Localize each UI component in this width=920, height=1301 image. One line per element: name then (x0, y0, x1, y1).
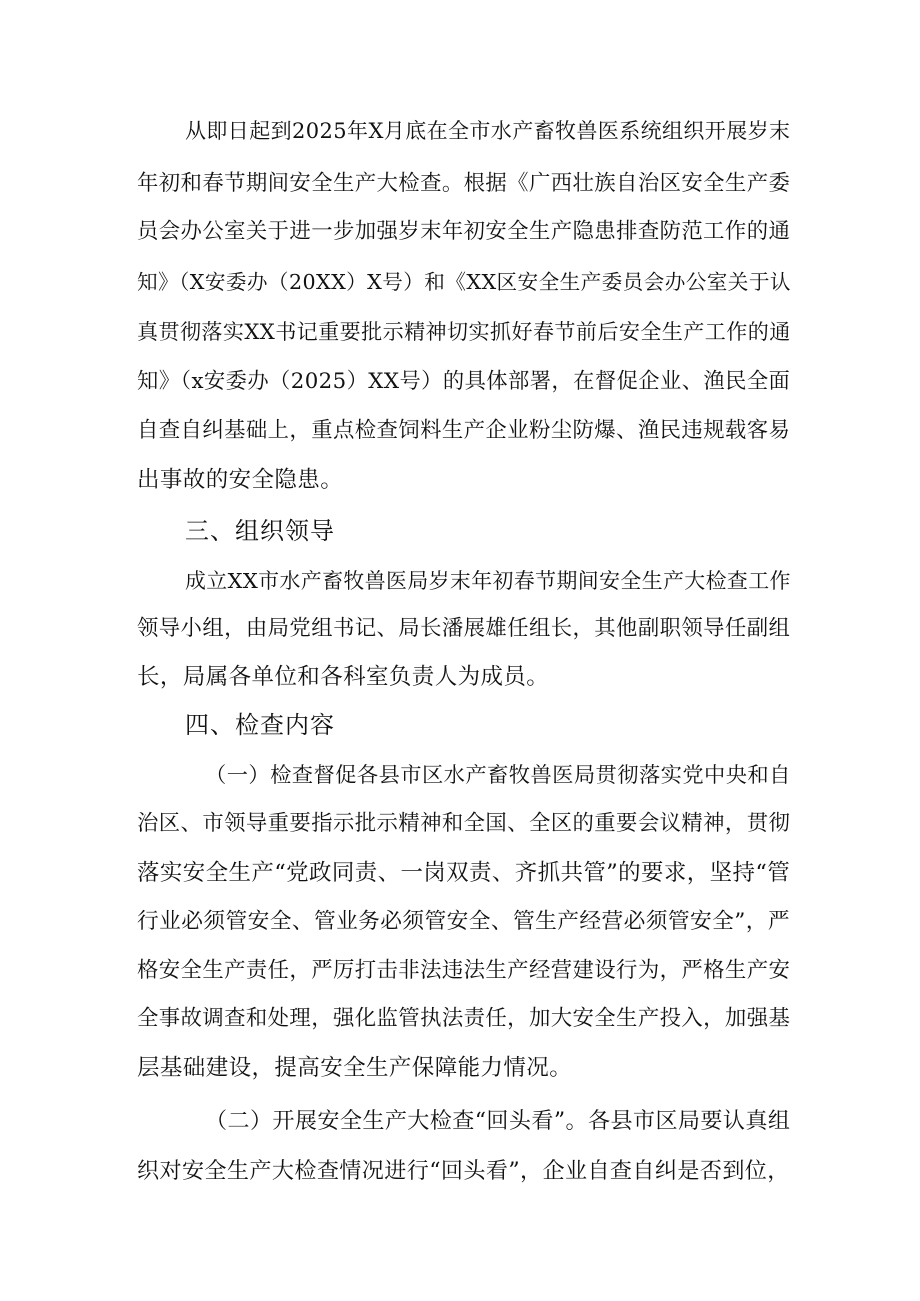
paragraph-line: 真贯彻落实XX书记重要批示精神切实抓好春节前后安全生产工作的通 (137, 319, 791, 344)
paragraph-line: 年初和春节期间安全生产大检查。根据《广西壮族自治区安全生产委 (137, 171, 791, 196)
paragraph-line: 织对安全生产大检查情况进行“回头看”，企业自查自纠是否到位， (137, 1158, 790, 1184)
paragraph-line: 格安全生产责任，严厉打击非法违法生产经营建设行为，严格生产安 (137, 958, 791, 983)
paragraph-line: 长，局属各单位和各科室负责人为成员。 (137, 664, 550, 690)
paragraph-line: 从即日起到2025年X月底在全市水产畜牧兽医系统组织开展岁末 (185, 118, 791, 143)
paragraph-line: （一）检查督促各县市区水产畜牧兽医局贯彻落实党中央和自 (205, 763, 791, 788)
paragraph-line: 行业必须管安全、管业务必须管安全、管生产经营必须管安全”，严 (137, 909, 790, 934)
paragraph-line: 治区、市领导重要指示批示精神和全国、全区的重要会议精神，贯彻 (137, 811, 791, 836)
paragraph-line: 落实安全生产“党政同责、一岗双责、齐抓共管”的要求，坚持“管 (137, 860, 791, 886)
paragraph-line: 自查自纠基础上，重点检查饲料生产企业粉尘防爆、渔民违规载客易 (137, 418, 791, 443)
paragraph-line: 知》（x安委办（2025）XX号）的具体部署，在督促企业、渔民全面 (137, 369, 791, 394)
paragraph-line: 出事故的安全隐患。 (137, 467, 344, 493)
paragraph-line: 知》（X安委办（20XX）X号）和《XX区安全生产委员会办公室关于认 (137, 270, 791, 294)
section-heading-inspection-content: 四、检查内容 (185, 711, 335, 739)
paragraph-line: 员会办公室关于进一步加强岁末年初安全生产隐患排查防范工作的通 (137, 219, 791, 244)
paragraph-line: （二）开展安全生产大检查“回头看”。各县市区局要认真组 (205, 1109, 791, 1134)
paragraph-line: 层基础建设，提高安全生产保障能力情况。 (137, 1055, 573, 1081)
paragraph-line: 全事故调查和处理，强化监管执法责任，加大安全生产投入，加强基 (137, 1006, 791, 1031)
section-heading-organization: 三、组织领导 (185, 517, 335, 545)
paragraph-line: 成立XX市水产畜牧兽医局岁末年初春节期间安全生产大检查工作 (185, 569, 791, 593)
paragraph-line: 领导小组，由局党组书记、局长潘展雄任组长，其他副职领导任副组 (137, 616, 791, 641)
